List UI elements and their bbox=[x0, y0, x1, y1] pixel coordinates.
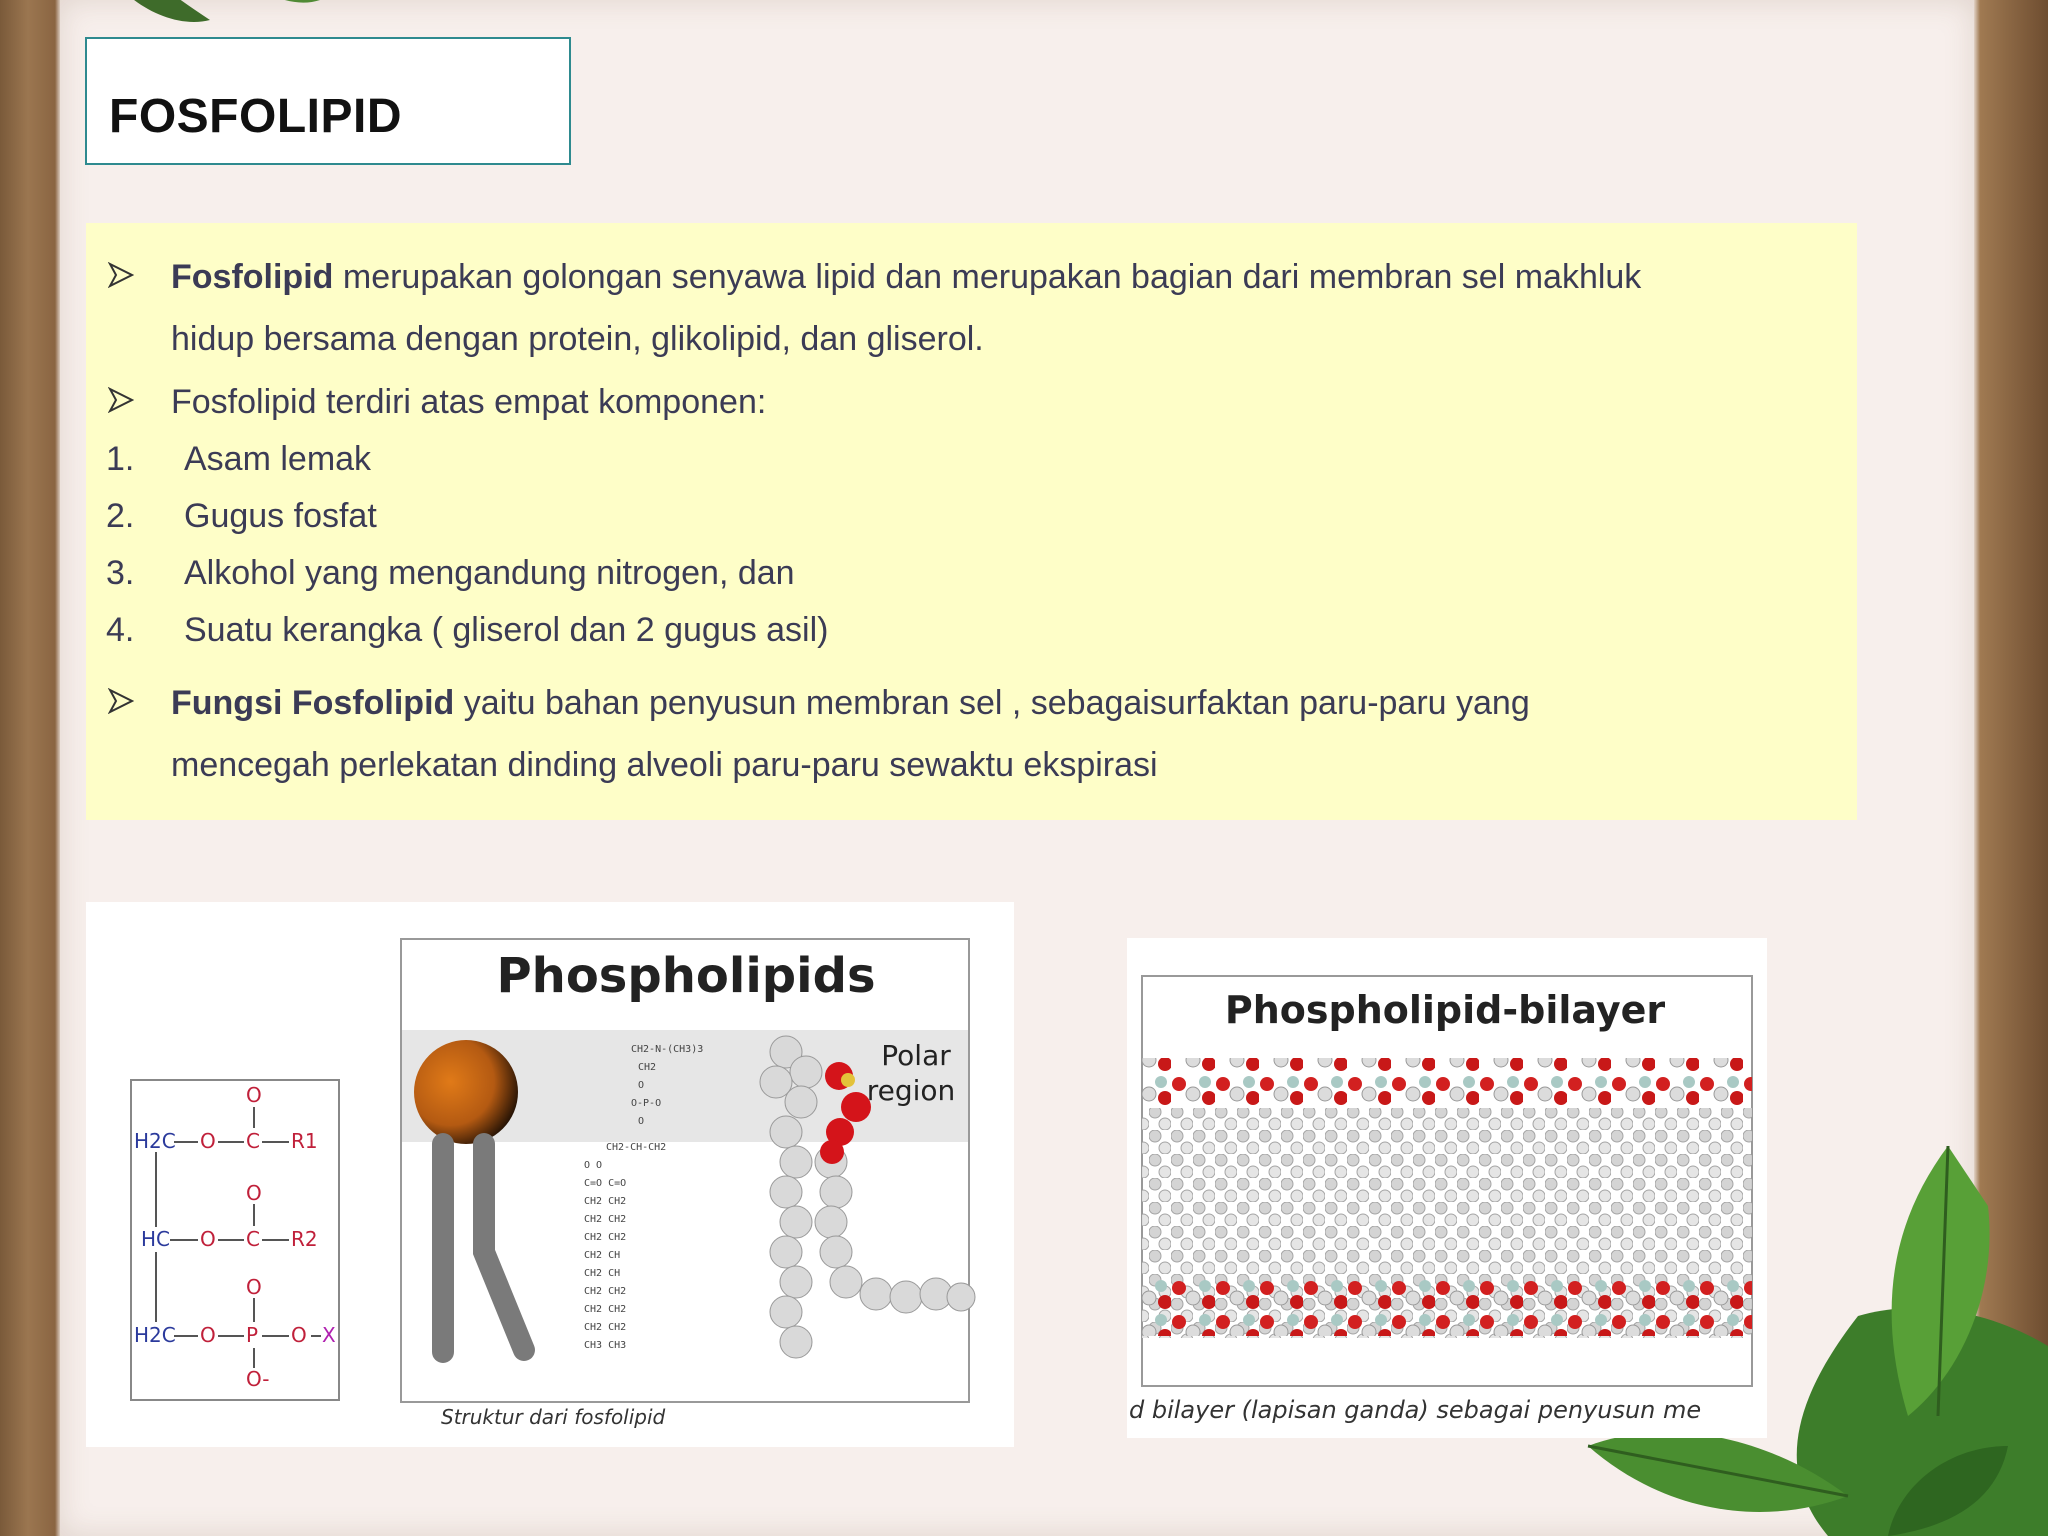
formula-r2: R2 bbox=[291, 1227, 318, 1251]
polar-label-1: Polar bbox=[881, 1039, 951, 1072]
svg-text:CH2 CH2: CH2 CH2 bbox=[584, 1232, 627, 1243]
formula-h2c-1: H2C bbox=[134, 1129, 176, 1153]
arrow-bullet-icon bbox=[108, 387, 134, 413]
formula-o-7: O bbox=[291, 1323, 307, 1347]
formula-h2c-2: H2C bbox=[134, 1323, 176, 1347]
formula-hc: HC bbox=[141, 1227, 171, 1251]
svg-text:CH2 CH2: CH2 CH2 bbox=[584, 1304, 627, 1315]
svg-text:O: O bbox=[638, 1116, 645, 1127]
polar-label-2: region bbox=[866, 1074, 956, 1107]
formula-c-1: C bbox=[246, 1129, 260, 1153]
formula-o-3: O bbox=[246, 1181, 262, 1205]
formula-o-6: O bbox=[200, 1323, 216, 1347]
phospholipid-bilayer-image bbox=[1127, 938, 1767, 1438]
phospholipid-structure-image bbox=[86, 902, 1014, 1447]
svg-text:CH2 CH2: CH2 CH2 bbox=[584, 1214, 627, 1225]
formula-r1: R1 bbox=[291, 1129, 318, 1153]
svg-text:O-P-O: O-P-O bbox=[631, 1098, 662, 1109]
formula-o-2: O bbox=[200, 1129, 216, 1153]
bullet-2-text: Fosfolipid terdiri atas empat komponen: bbox=[171, 383, 767, 421]
svg-text:O: O bbox=[638, 1080, 645, 1091]
svg-text:CH2: CH2 bbox=[638, 1062, 657, 1073]
formula-o-5: O bbox=[246, 1275, 262, 1299]
bullet-3-text: yaitu bahan penyusun membran sel , sebagaisurfaktan paru-paru yang bbox=[454, 684, 1530, 722]
svg-text:CH2 CH: CH2 CH bbox=[584, 1250, 621, 1261]
formula-o-1: O bbox=[246, 1083, 262, 1107]
hydrophilic-head-icon bbox=[414, 1040, 518, 1144]
figure-left-title: Phospholipids bbox=[496, 948, 876, 1004]
svg-text:CH3 CH3: CH3 CH3 bbox=[584, 1340, 627, 1351]
phospholipid-structure-figure bbox=[86, 902, 1014, 1447]
svg-text:O O: O O bbox=[584, 1160, 603, 1171]
bullet-1-bold: Fosfolipid bbox=[171, 258, 334, 296]
arrow-bullet-icon bbox=[108, 262, 134, 288]
formula-o-minus: O- bbox=[246, 1367, 270, 1391]
svg-text:CH2-N-(CH3)3: CH2-N-(CH3)3 bbox=[631, 1044, 704, 1055]
svg-text:CH2-CH-CH2: CH2-CH-CH2 bbox=[606, 1142, 667, 1153]
arrow-bullet-icon bbox=[108, 688, 134, 714]
svg-text:CH2 CH2: CH2 CH2 bbox=[584, 1322, 627, 1333]
bullet-3-bold: Fungsi Fosfolipid bbox=[171, 684, 455, 722]
formula-x: X bbox=[322, 1323, 336, 1347]
phospholipid-bilayer-figure bbox=[1127, 938, 1767, 1438]
title-box bbox=[85, 37, 571, 165]
svg-text:CH2 CH2: CH2 CH2 bbox=[584, 1196, 627, 1207]
page-title: FOSFOLIPID bbox=[109, 90, 402, 143]
figure-right-caption: d bilayer (lapisan ganda) sebagai penyusun me bbox=[1129, 1396, 1702, 1424]
svg-text:CH2 CH2: CH2 CH2 bbox=[584, 1286, 627, 1297]
figure-left-caption: Struktur dari fosfolipid bbox=[441, 1405, 666, 1429]
bullet-1-text: merupakan golongan senyawa lipid dan merupakan bagian dari membran sel makhluk bbox=[333, 258, 1642, 296]
formula-p: P bbox=[246, 1323, 259, 1347]
content-panel: Fosfolipid merupakan golongan senyawa lipid dan merupakan bagian dari membran sel makhluk hidup bersama dengan protein, glikolipid, dan gliserol. Fosfolipid terdiri atas empat komponen: 1. Asam lemak 2. Gugus fosfat 3. Alkohol yang mengandung nitrogen, dan 4. Suatu kerangka ( gliserol dan 2 gugus asil) Fungsi Fosfolipid yaitu bahan penyusun membran sel , sebagaisurfaktan paru-paru yang mencegah perlekatan dinding alveoli paru-paru sewaktu ekspirasi bbox=[86, 223, 1857, 820]
figure-right-title: Phospholipid-bilayer bbox=[1224, 988, 1666, 1032]
formula-o-4: O bbox=[200, 1227, 216, 1251]
svg-text:CH2 CH: CH2 CH bbox=[584, 1268, 621, 1279]
svg-text:C=O C=O: C=O C=O bbox=[584, 1178, 627, 1189]
formula-c-2: C bbox=[246, 1227, 260, 1251]
